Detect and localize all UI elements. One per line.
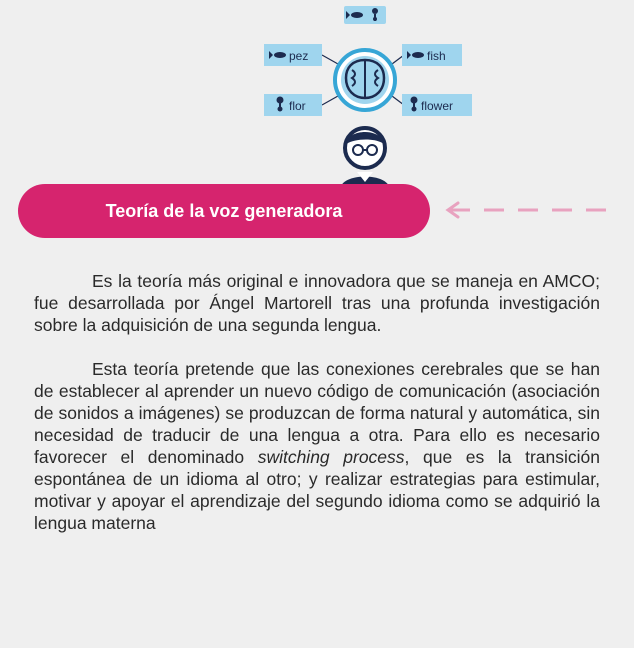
paragraph-2-start: Esta teoría pretende que las conexiones cerebrales que se han de establecer al aprender un nuevo código de comunicación (asociación de sonidos a imágenes) se produzcan de forma natural y automática, sin necesidad de traducir de una lengua a otra. Para ello es necesario favorecer el denominado <box>34 359 600 467</box>
section-banner <box>18 184 430 238</box>
label-flower-text: flower <box>421 99 454 113</box>
brain-icon <box>335 50 395 110</box>
fish-flower-top-icon <box>344 6 386 24</box>
person-icon <box>340 128 390 190</box>
paragraph-1: Es la teoría más original e innovadora que se maneja en AMCO; fue desarrollada por Ángel Martorell tras una profunda investigación sobre la adquisición de una segunda lengua. <box>34 271 600 335</box>
dashed-arrow-left-icon <box>440 200 620 220</box>
label-flor-text: flor <box>289 99 306 113</box>
label-pez-text: pez <box>289 49 309 63</box>
label-fish <box>402 44 462 66</box>
label-flower <box>402 94 472 116</box>
label-flor <box>264 94 322 116</box>
label-fish-text: fish <box>427 49 446 63</box>
label-pez <box>264 44 322 66</box>
body-text <box>34 270 600 556</box>
section-title: Teoría de la voz generadora <box>105 200 343 221</box>
paragraph-2-end: , que es la transición espontánea de un idioma al otro; y realizar estrategias para estimular, motivar y apoyar el aprendizaje del segundo idioma como se adquirió la lengua materna <box>34 447 600 533</box>
paragraph-2 <box>34 358 600 534</box>
language-illustration <box>0 0 634 190</box>
switching-process-term: switching process <box>257 447 405 467</box>
